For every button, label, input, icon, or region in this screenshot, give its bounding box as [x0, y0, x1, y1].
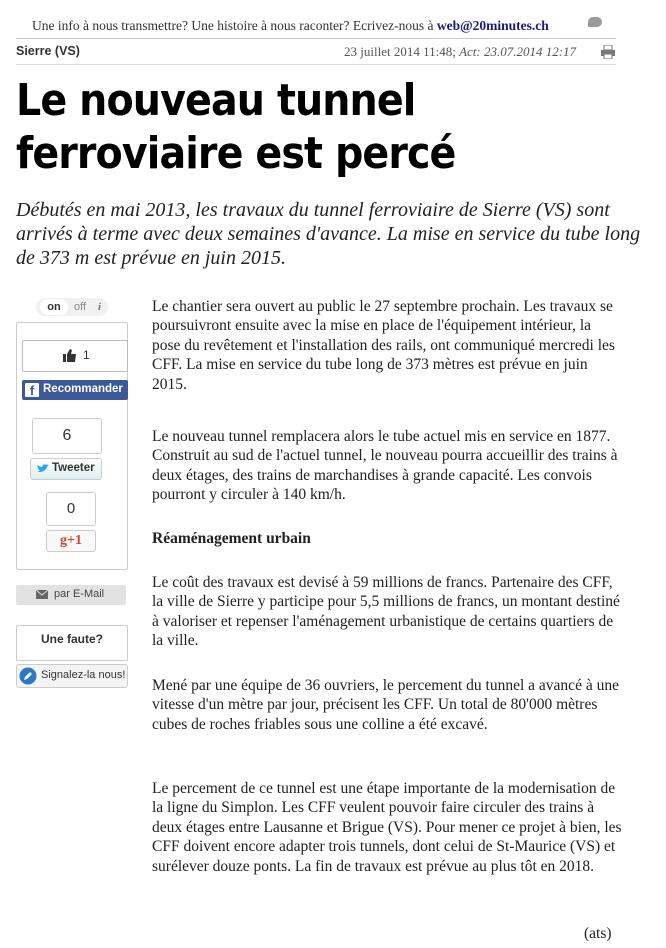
thumbs-up-icon [63, 349, 77, 362]
subheading: Réaménagement urbain [152, 530, 311, 547]
article-headline: Le nouveau tunnel ferroviaire est percé [16, 75, 456, 179]
email-label: par E-Mail [54, 588, 105, 600]
twitter-bird-icon [37, 464, 49, 473]
paragraph: Le coût des travaux est devisé à 59 millions de francs. Partenaire des CFF, la ville de Sierre y participe pour 5,5 millions de francs, un montant destiné à valoriser et repenser l'aménagement urbanistique de certains quartiers de la ville. [152, 574, 620, 650]
facebook-label: Recommander [43, 383, 123, 395]
top-info-bar [0, 0, 666, 40]
tweet-label: Tweeter [52, 462, 95, 474]
tweet-button[interactable] [30, 458, 102, 480]
twitter-count: 6 [32, 418, 102, 454]
top-divider [16, 38, 616, 39]
printer-icon[interactable] [600, 45, 616, 59]
facebook-like-count [22, 340, 128, 372]
publish-date: 23 juillet 2014 11:48; [344, 44, 456, 59]
contact-message [32, 18, 549, 34]
facebook-count: 1 [83, 348, 90, 362]
pencil-icon [19, 667, 37, 685]
paragraph: Le chantier sera ouvert au public le 27 septembre prochain. Les travaux se poursuivront ensuite avec la mise en place de l'équipement intérieur, la pose du revêtement et l'installation des rails, ont communiqué mercredi les CFF. La mise en service du tube long de 373 mètres est prévue en juin 2015. [152, 298, 615, 393]
email-share-button[interactable] [16, 585, 126, 605]
social-toggle[interactable] [36, 298, 108, 316]
report-error-label: Signalez-la nous! [41, 669, 126, 681]
gplus-count: 0 [46, 492, 96, 526]
facebook-recommend-button[interactable] [22, 380, 128, 400]
meta-divider [16, 64, 616, 65]
paragraph: Le nouveau tunnel remplacera alors le tube actuel mis en service en 1877. Construit au sud de l'actuel tunnel, le nouveau pourra accueillir des trains à deux étages, des trains de marchandises à grande capacité. Les convois pourront y circuler à 140 km/h. [152, 428, 618, 504]
speech-bubble-icon [588, 17, 602, 27]
toggle-off[interactable]: off [74, 301, 87, 313]
info-icon[interactable]: i [98, 301, 102, 313]
dateline [344, 44, 576, 60]
toggle-on[interactable]: on [40, 299, 68, 315]
update-date: Act: 23.07.2014 12:17 [459, 44, 577, 59]
contact-text: Une info à nous transmettre? Une histoire à nous raconter? Ecrivez-nous à [32, 18, 437, 33]
contact-email-link[interactable]: web@20minutes.ch [436, 18, 549, 33]
gplus-button[interactable]: g+1 [46, 530, 96, 552]
paragraph: Le percement de ce tunnel est une étape importante de la modernisation de la ligne du Simplon. Les CFF veulent pouvoir faire circuler des trains à deux étages entre Lausanne et Brigue (VS). Pour mener ce projet à bien, les CFF doivent encore adapter trois tunnels, dont celui de St-Maurice (VS) et surélever douze ponts. La fin de travaux est prévue au plus tôt en 2018. [152, 780, 622, 875]
article-lead: Débutés en mai 2013, les travaux du tunnel ferroviaire de Sierre (VS) sont arrivés à terme avec deux semaines d'avance. La mise en service du tube long de 373 m est prévue en juin 2015. [16, 199, 641, 269]
facebook-icon: f [25, 383, 39, 397]
article-source: (ats) [584, 925, 612, 942]
envelope-icon [36, 590, 48, 599]
paragraph: Mené par une équipe de 36 ouvriers, le percement du tunnel a avancé à une vitesse d'un mètre par jour, précisent les CFF. Un total de 80'000 mètres cubes de roches friables sous une colline a été excavé. [152, 677, 619, 733]
error-report-title: Une faute? [16, 625, 128, 661]
region-label: Sierre (VS) [16, 44, 80, 58]
report-error-button[interactable] [16, 664, 128, 688]
